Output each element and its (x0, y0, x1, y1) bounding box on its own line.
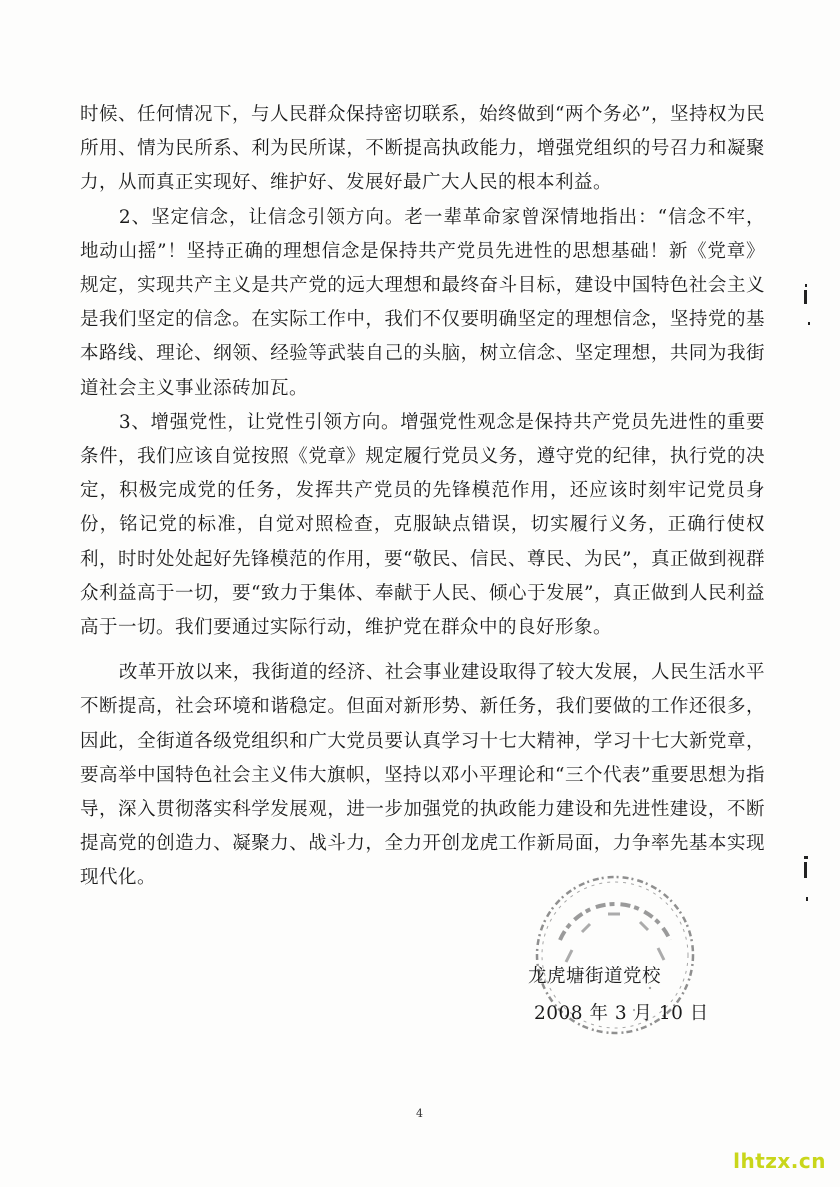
signature-date: 2008 年 3 月 10 日 (534, 1003, 709, 1024)
scan-artifact (805, 284, 807, 287)
scan-artifact (806, 897, 808, 901)
site-watermark: lhtzx.cn (733, 1149, 826, 1173)
page-number: 4 (416, 1107, 423, 1120)
paragraph-conclusion: 改革开放以来，我街道的经济、社会事业建设取得了较大发展，人民生活水平不断提高，社会环境和谐稳定。但面对新形势、新任务，我们要做的工作还很多，因此，全街道各级党组织和广大党员要认真学习十七大精神，学习十七大新党章，要高举中国特色社会主义伟大旗帜，坚持以邓小平理论和“三个代表”重要思想为指导，深入贯彻落实科学发展观，进一步加强党的执政能力建设和先进性建设，不断提高党的创造力、凝聚力、战斗力，全力开创龙虎工作新局面，力争率先基本实现现代化。 (80, 662, 765, 889)
scan-artifact (804, 856, 808, 859)
signature-organization: 龙虎塘街道党校 (528, 966, 662, 987)
paragraph-party-spirit: 3、增强党性，让党性引领方向。增强党性观念是保持共产党员先进性的重要条件，我们应该自觉按照《党章》规定履行党员义务，遵守党的纪律，执行党的决定，积极完成党的任务，发挥共产党员的先锋模范作用，还应该时刻牢记党员身份，铭记党的标准，自觉对照检查，克服缺点错误，切实履行义务，正确行使权利，时时处处起好先锋模范的作用，要“敬民、信民、尊民、为民”，真正做到视群众利益高于一切，要“致力于集体、奉献于人民、倾心于发展”，真正做到人民利益高于一切。我们要通过实际行动，维护党在群众中的良好形象。 (80, 411, 765, 639)
body-text (80, 98, 765, 896)
scan-artifact (804, 290, 807, 304)
signature-block (528, 958, 718, 1032)
paragraph-faith: 2、坚定信念，让信念引领方向。老一辈革命家曾深情地指出：“信念不牢，地动山摇”！坚持正确的理想信念是保持共产党员先进性的思想基础！新《党章》规定，实现共产主义是共产党的远大理想和最终奋斗目标，建设中国特色社会主义是我们坚定的信念。在实际工作中，我们不仅要明确坚定的理想信念，坚持党的基本路线、理论、纲领、经验等武装自己的头脑，树立信念、坚定理想，共同为我街道社会主义事业添砖加瓦。 (80, 206, 765, 399)
paragraph-continued: 时候、任何情况下，与人民群众保持密切联系，始终做到“两个务必”，坚持权为民所用、情为民所系、利为民所谋，不断提高执政能力，增强党组织的号召力和凝聚力，从而真正实现好、维护好、发展好最广大人民的根本利益。 (80, 104, 765, 194)
scan-artifact (804, 862, 807, 878)
scan-artifact (808, 322, 810, 325)
